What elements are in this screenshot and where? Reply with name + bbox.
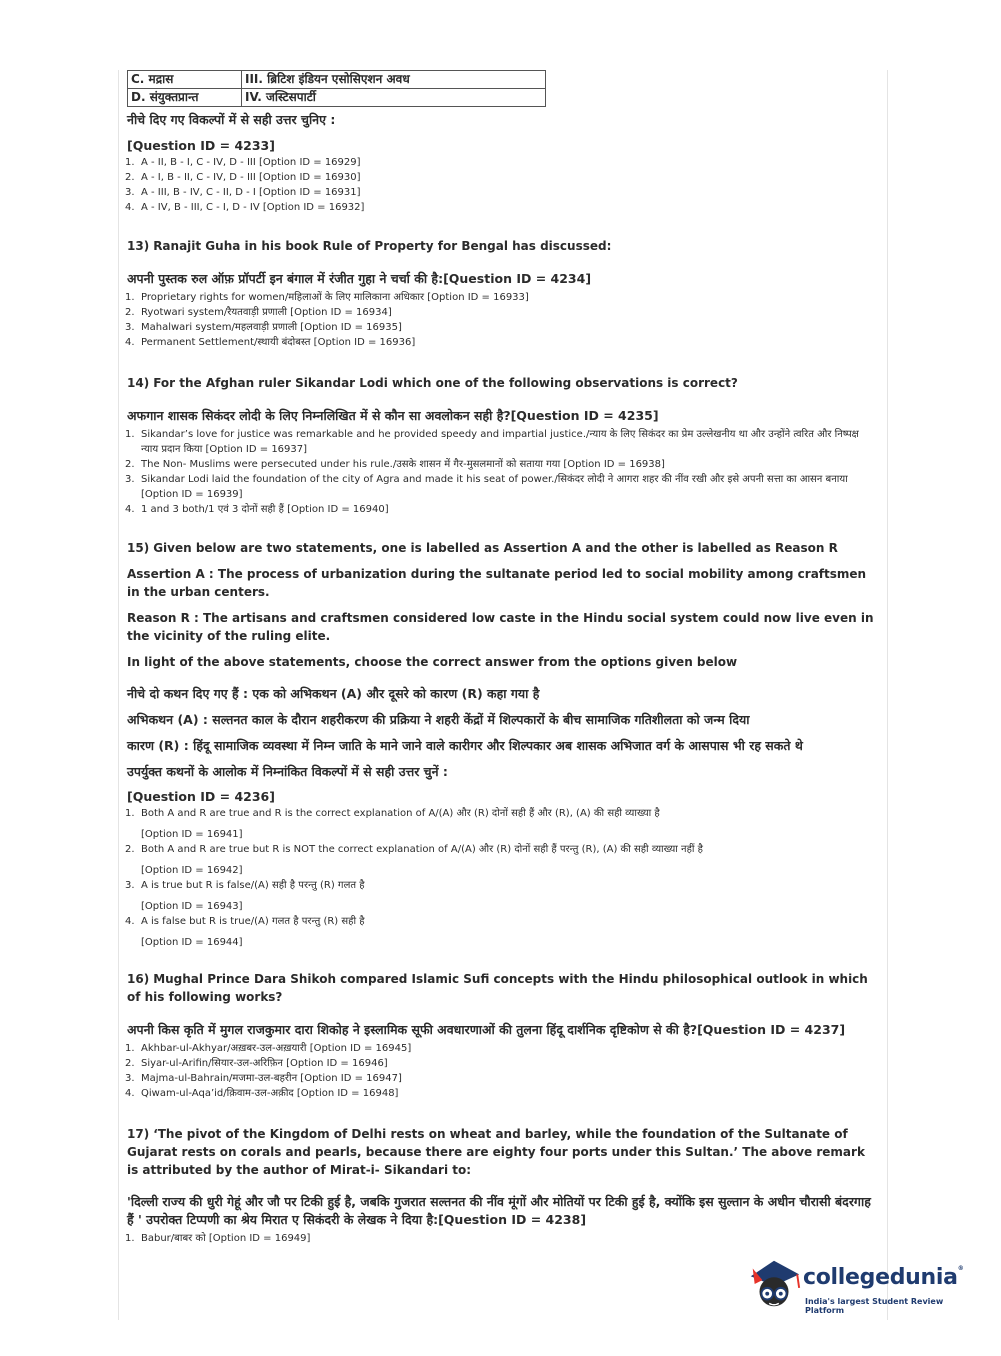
option-number: 3. [125,474,135,485]
table-cell: C. मद्रास [128,71,242,89]
option-item [127,155,875,170]
brand-tagline: India's largest Student Review Platform [805,1297,944,1315]
option-item [127,1086,875,1101]
option-item [127,842,875,878]
option-number: 1. [125,429,135,440]
option-number: 3. [125,187,135,198]
option-item [127,200,875,215]
assertion-text: Assertion A : The process of urbanization during the sultanate period led to social mobility among craftsmen in the urban centers. [127,567,867,599]
question-title [127,1125,875,1179]
option-list [127,290,875,350]
option-item [127,335,875,350]
option-text: A - III, B - IV, C - II, D - I [Option ID = 16931] [141,187,361,198]
table-cell: IV. जस्टिसपार्टी [242,89,546,107]
question-hindi: अपनी पुस्तक रुल ऑफ़ प्रॉपर्टी इन बंगाल में रंजीत गुहा ने चर्चा की है:[Question ID = 4234] [127,271,592,286]
instruction-text: नीचे दिए गए विकल्पों में से सही उत्तर चुनिए : [127,112,336,127]
option-number: 1. [125,1233,135,1244]
option-text: Majma-ul-Bahrain/मजमा-उल-बहरीन [Option ID = 16947] [141,1073,402,1084]
option-number: 2. [125,844,135,855]
question-hindi: अफगान शासक सिकंदर लोदी के लिए निम्नलिखित में से कौन सा अवलोकन सही है?[Question ID = 4235] [127,408,659,423]
question-id: [Question ID = 4236] [127,789,275,804]
question-title [127,970,875,1006]
question-hindi: 'दिल्ली राज्य की धुरी गेहूं और जौ पर टिकी हुई है, जबकि गुजरात सल्तनत की नींव मूंगों और मोतियों पर टिकी हुई है, क्योंकि इस सुल्तान के अधीन चौरासी बंदरगाह हैं ' उपरोक्त टिप्पणी का श्रेय मिरात ए सिकंदरी के लेखक ने दिया है:[Question ID = 4238] [127,1194,871,1227]
option-text: The Non- Muslims were persecuted under his rule./उसके शासन में गैर-मुसलमानों को सताया गया [Option ID = 16938] [141,459,665,470]
option-item [127,1071,875,1086]
question-text: Ranajit Guha in his book Rule of Property for Bengal has discussed: [153,239,612,253]
option-text: Ryotwari system/रैयतवाड़ी प्रणाली [Option ID = 16934] [141,307,392,318]
option-number: 3. [125,1073,135,1084]
question-title [127,374,875,392]
option-text: Both A and R are true but R is NOT the correct explanation of A/(A) और (R) दोनों सही हैं परन्तु (R), (A) की सही व्याख्या नहीं है [141,844,703,855]
option-text: Sikandar’s love for justice was remarkable and he provided speedy and impartial justice./न्याय के लिए सिकंदर का प्रेम उल्लेखनीय था और उन्होंने त्वरित और निष्पक्ष न्याय प्रदान किया [Option ID = 16937] [141,429,859,455]
hindi-assertion: अभिकथन (A) : सल्तनत काल के दौरान शहरीकरण की प्रक्रिया ने शहरी केंद्रों में शिल्पकारों के बीच सामाजिक गतिशीलता को जन्म दिया [127,712,750,727]
option-list [127,1231,875,1246]
option-text: Sikandar Lodi laid the foundation of the city of Agra and made it his seat of power./सिकंदर लोदी ने आगरा शहर की नींव रखी और इसे अपनी सत्ता का आसन बनाया [Option ID = 16939] [141,474,848,500]
brand-name [803,1265,963,1290]
option-text: A is true but R is false/(A) सही है परन्तु (R) गलत है [141,880,365,891]
option-number: 1. [125,1043,135,1054]
option-text: Mahalwari system/महलवाड़ी प्रणाली [Option ID = 16935] [141,322,402,333]
question-number: 16) [127,972,150,986]
option-text: Akhbar-ul-Akhyar/अख़बर-उल-अख़यारी [Option ID = 16945] [141,1043,412,1054]
option-number: 3. [125,322,135,333]
question-paper-page [127,70,875,1246]
option-number: 2. [125,459,135,470]
option-text: A - II, B - I, C - IV, D - III [Option ID = 16929] [141,157,361,168]
option-number: 4. [125,504,135,515]
question-text: For the Afghan ruler Sikandar Lodi which one of the following observations is correct? [153,376,738,390]
question-title [127,539,875,557]
option-item [127,1041,875,1056]
question-number: 17) [127,1127,150,1141]
option-number: 1. [125,808,135,819]
option-text: Siyar-ul-Arifin/सियार-उल-अरिफ़िन [Option ID = 16946] [141,1058,388,1069]
option-number: 2. [125,172,135,183]
option-item [127,290,875,305]
option-item [127,185,875,200]
option-id: [Option ID = 16941] [141,829,243,840]
reason-text: Reason R : The artisans and craftsmen considered low caste in the Hindu social system could now live even in the vicinity of the ruling elite. [127,611,874,643]
option-id: [Option ID = 16943] [141,901,243,912]
option-number: 1. [125,292,135,303]
option-number: 2. [125,307,135,318]
option-list [127,806,875,950]
brand-text: collegedunia [803,1265,958,1290]
option-item [127,170,875,185]
option-list [127,1041,875,1101]
option-id: [Option ID = 16944] [141,937,243,948]
option-list [127,155,875,215]
option-item [127,806,875,842]
table-row [128,89,546,107]
question-text: Given below are two statements, one is labelled as Assertion A and the other is labelled as Reason R [153,541,838,555]
table-cell: D. संयुक्तप्रान्त [128,89,242,107]
option-id: [Option ID = 16942] [141,865,243,876]
instruction-text: In light of the above statements, choose the correct answer from the options given below [127,655,738,669]
mascot-icon [745,1255,803,1313]
hindi-intro: नीचे दो कथन दिए गए हैं : एक को अभिकथन (A) और दूसरे को कारण (R) कहा गया है [127,686,540,701]
option-item [127,502,875,517]
question-id: [Question ID = 4233] [127,138,275,153]
option-item [127,914,875,950]
question-number: 13) [127,239,150,253]
table-row [128,71,546,89]
question-text: ‘The pivot of the Kingdom of Delhi rests on wheat and barley, while the foundation of the Sultanate of Gujarat rests on corals and pearls, because there are eighty four ports under this Sultan.’ The above remark is attributed by the author of Mirat-i- Sikandari to: [127,1127,865,1177]
option-text: A - IV, B - III, C - I, D - IV [Option ID = 16932] [141,202,365,213]
option-item [127,1056,875,1071]
registered-mark: ® [957,1265,964,1272]
question-title [127,237,875,255]
option-number: 4. [125,1088,135,1099]
question-hindi: अपनी किस कृति में मुगल राजकुमार दारा शिकोह ने इस्लामिक सूफी अवधारणाओं की तुलना हिंदू दार्शनिक दृष्टिकोण से की है?[Question ID = 4237] [127,1022,846,1037]
option-text: Babur/बाबर को [Option ID = 16949] [141,1233,311,1244]
table-cell: III. ब्रिटिश इंडियन एसोसिएशन अवध [242,71,546,89]
hindi-instruction: उपर्युक्त कथनों के आलोक में निम्नांकित विकल्पों में से सही उत्तर चुनें : [127,764,448,779]
option-number: 4. [125,337,135,348]
option-text: Both A and R are true and R is the correct explanation of A/(A) और (R) दोनों सही हैं और (R), (A) की सही व्याख्या है [141,808,660,819]
option-item [127,878,875,914]
question-number: 15) [127,541,150,555]
option-text: 1 and 3 both/1 एवं 3 दोनों सही हैं [Option ID = 16940] [141,504,389,515]
option-item [127,320,875,335]
question-number: 14) [127,376,150,390]
option-text: A - I, B - II, C - IV, D - III [Option ID = 16930] [141,172,361,183]
option-text: Qiwam-ul-Aqa’id/क़िवाम-उल-अक़ीद [Option ID = 16948] [141,1088,399,1099]
option-number: 4. [125,202,135,213]
option-number: 3. [125,880,135,891]
option-item [127,305,875,320]
question-text: Mughal Prince Dara Shikoh compared Islamic Sufi concepts with the Hindu philosophical outlook in which of his following works? [127,972,868,1004]
option-text: Proprietary rights for women/महिलाओं के लिए मालिकाना अधिकार [Option ID = 16933] [141,292,529,303]
option-number: 1. [125,157,135,168]
option-item [127,427,875,457]
collegedunia-logo [745,1255,970,1315]
option-text: A is false but R is true/(A) गलत है परन्तु (R) सही है [141,916,365,927]
option-text: Permanent Settlement/स्थायी बंदोबस्त [Option ID = 16936] [141,337,416,348]
option-item [127,1231,875,1246]
option-list [127,427,875,517]
option-item [127,472,875,502]
option-item [127,457,875,472]
option-number: 2. [125,1058,135,1069]
option-number: 4. [125,916,135,927]
hindi-reason: कारण (R) : हिंदू सामाजिक व्यवस्था में निम्न जाति के माने जाने वाले कारीगर और शिल्पकार अब शासक अभिजात वर्ग के आसपास भी रह सकते थे [127,738,803,753]
match-table [127,70,546,107]
